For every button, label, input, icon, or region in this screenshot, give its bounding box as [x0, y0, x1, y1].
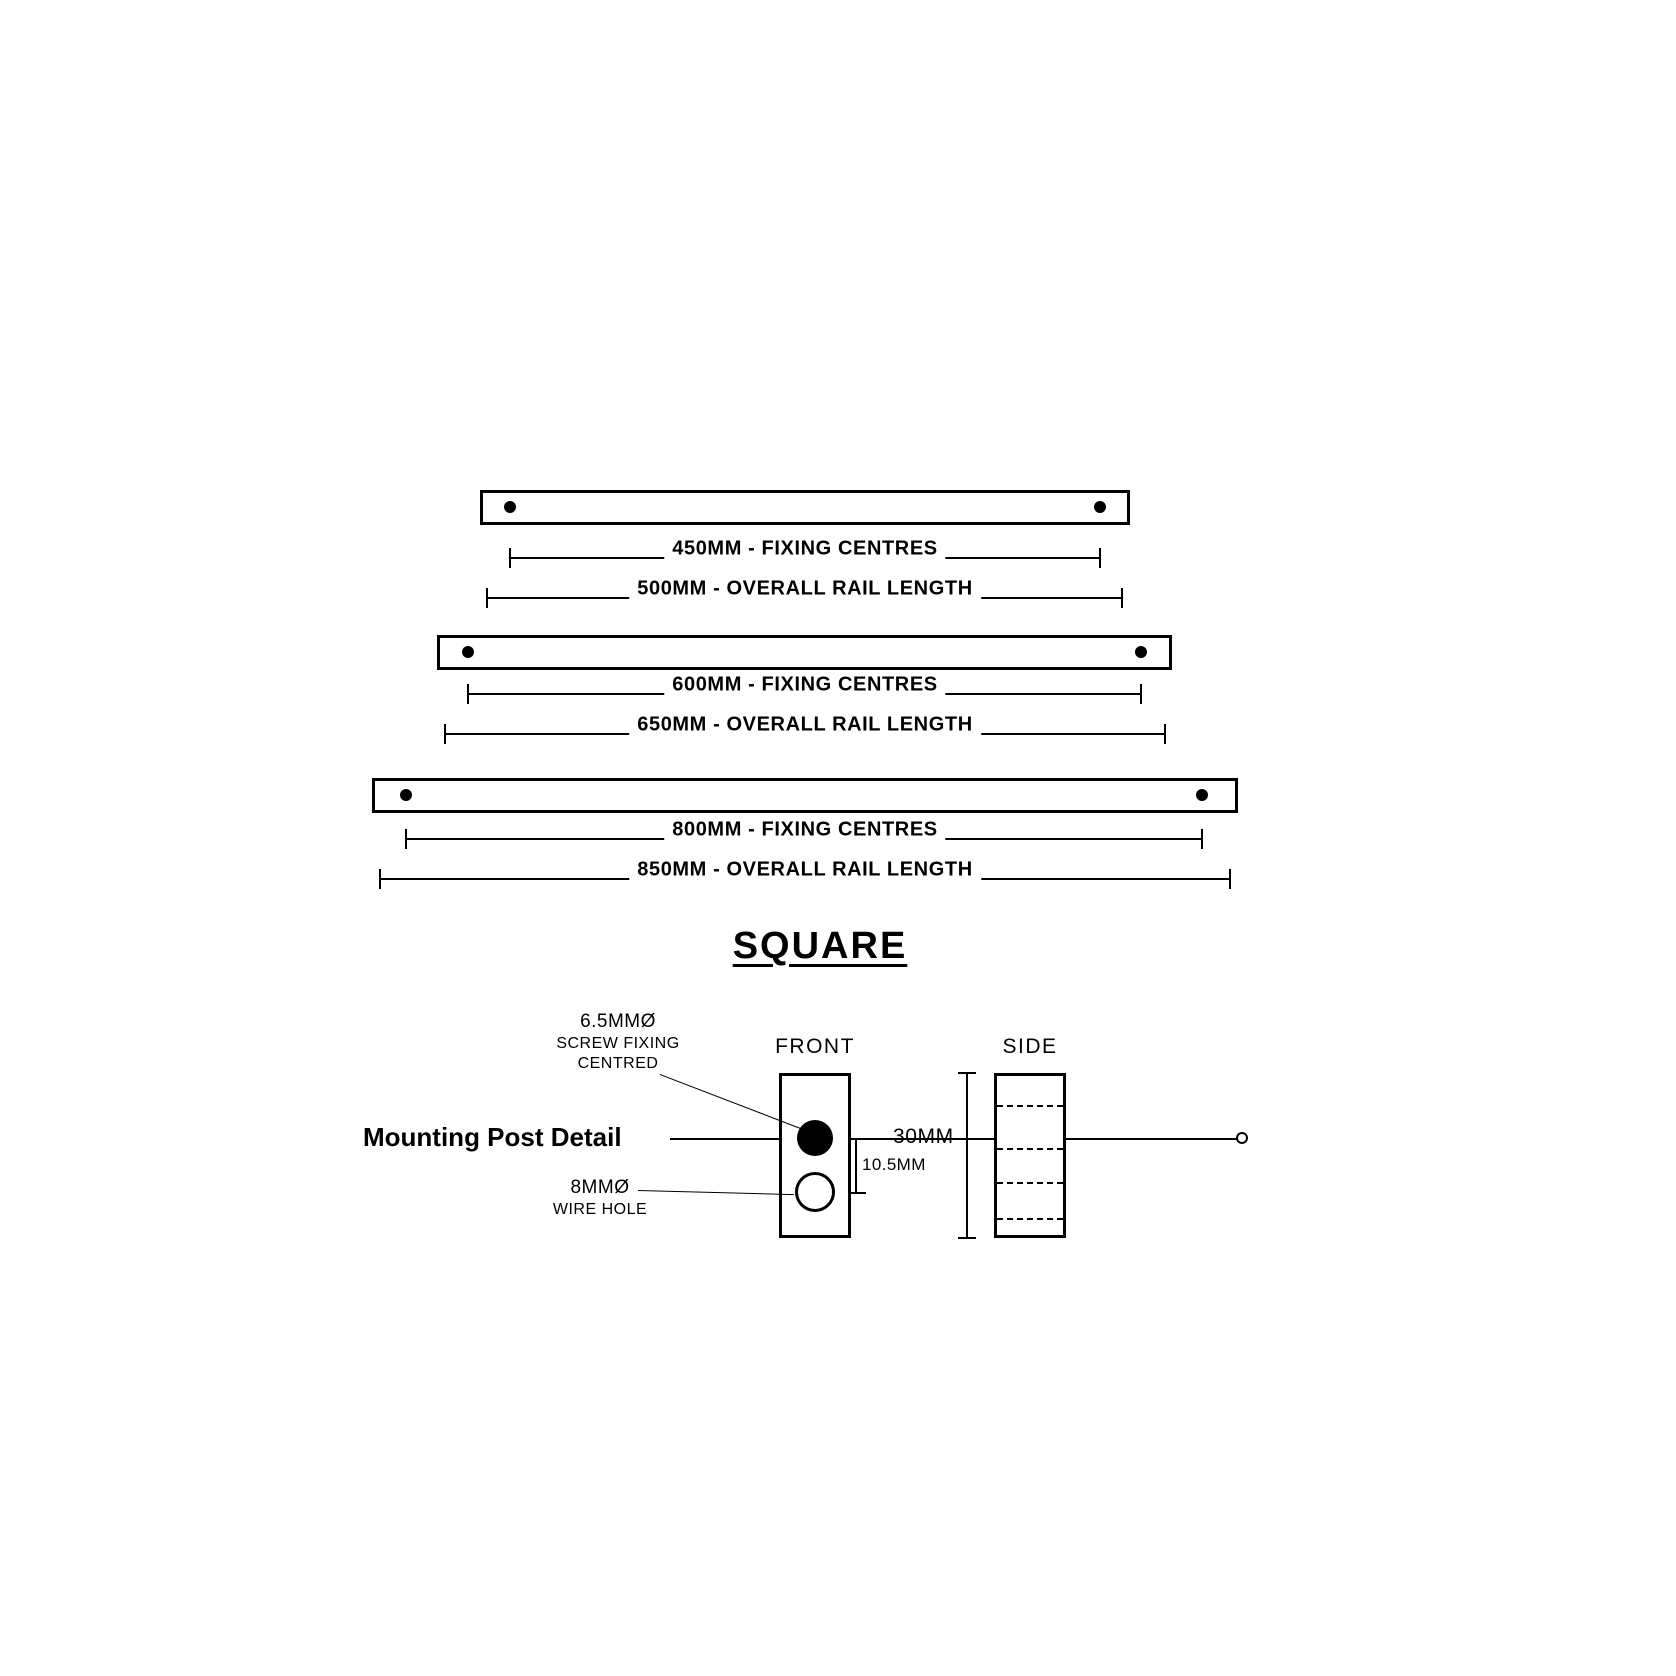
screw-callout-line3: CENTRED	[577, 1054, 659, 1072]
rail-650-fixing-tick-right	[1140, 684, 1142, 704]
rail-650-overall-tick-right	[1164, 724, 1166, 744]
width-dim-tick-bottom	[958, 1237, 976, 1239]
wire-hole-callout	[553, 1176, 647, 1220]
screw-callout-diameter: 6.5MMØ	[580, 1011, 656, 1032]
offset-dim-line	[855, 1139, 857, 1193]
side-view-dash-4	[997, 1218, 1063, 1220]
rail-500-overall-label: 500MM - OVERALL RAIL LENGTH	[629, 578, 981, 601]
rail-650-fixing-label: 600MM - FIXING CENTRES	[664, 674, 945, 697]
wire-hole	[795, 1172, 835, 1212]
rail-500-fixing-tick-left	[509, 548, 511, 568]
offset-dim-label: 10.5MM	[862, 1155, 926, 1174]
rail-bar-500	[480, 490, 1130, 525]
rail-650-overall-tick-left	[444, 724, 446, 744]
wire-callout-diameter: 8MMØ	[570, 1177, 630, 1198]
rail-bar-650	[437, 635, 1172, 670]
wire-callout-leader	[638, 1190, 794, 1195]
rail-850-fixing-tick-left	[405, 829, 407, 849]
rail-850-overall-tick-right	[1229, 869, 1231, 889]
rail-850-hole-left	[400, 789, 412, 801]
screw-fixing-callout	[556, 1010, 679, 1074]
section-title-square: SQUARE	[732, 925, 908, 967]
rail-850-overall-label: 850MM - OVERALL RAIL LENGTH	[629, 859, 981, 882]
front-view-label: FRONT	[775, 1035, 855, 1058]
width-dim-line	[966, 1073, 968, 1238]
rail-850-fixing-tick-right	[1201, 829, 1203, 849]
rail-850-hole-right	[1196, 789, 1208, 801]
wire-callout-line2: WIRE HOLE	[552, 1200, 648, 1218]
rail-500-fixing-tick-right	[1099, 548, 1101, 568]
width-dim-tick-top	[958, 1072, 976, 1074]
post-centreline-left	[670, 1138, 790, 1140]
rail-650-fixing-tick-left	[467, 684, 469, 704]
rail-650-overall-label: 650MM - OVERALL RAIL LENGTH	[629, 714, 981, 737]
side-view-dash-3	[997, 1182, 1063, 1184]
centreline-end-marker	[1236, 1132, 1248, 1144]
rail-850-fixing-label: 800MM - FIXING CENTRES	[664, 819, 945, 842]
side-view-dash-2	[997, 1148, 1063, 1150]
rail-500-overall-tick-right	[1121, 588, 1123, 608]
offset-dim-tick-top	[848, 1138, 866, 1140]
rail-500-hole-left	[504, 501, 516, 513]
rail-650-hole-right	[1135, 646, 1147, 658]
offset-dim-tick-bottom	[848, 1192, 866, 1194]
rail-bar-850	[372, 778, 1238, 813]
rail-850-overall-tick-left	[379, 869, 381, 889]
rail-500-hole-right	[1094, 501, 1106, 513]
width-dim-label: 30MM	[893, 1125, 954, 1148]
rail-500-fixing-label: 450MM - FIXING CENTRES	[664, 538, 945, 561]
rail-500-overall-tick-left	[486, 588, 488, 608]
mounting-post-detail-heading: Mounting Post Detail	[363, 1122, 622, 1152]
screw-fixing-hole	[797, 1120, 833, 1156]
side-view-dash-1	[997, 1105, 1063, 1107]
rail-650-hole-left	[462, 646, 474, 658]
side-view-body	[994, 1073, 1066, 1238]
side-view-label: SIDE	[1002, 1035, 1058, 1058]
screw-callout-line2: SCREW FIXING	[556, 1034, 680, 1052]
